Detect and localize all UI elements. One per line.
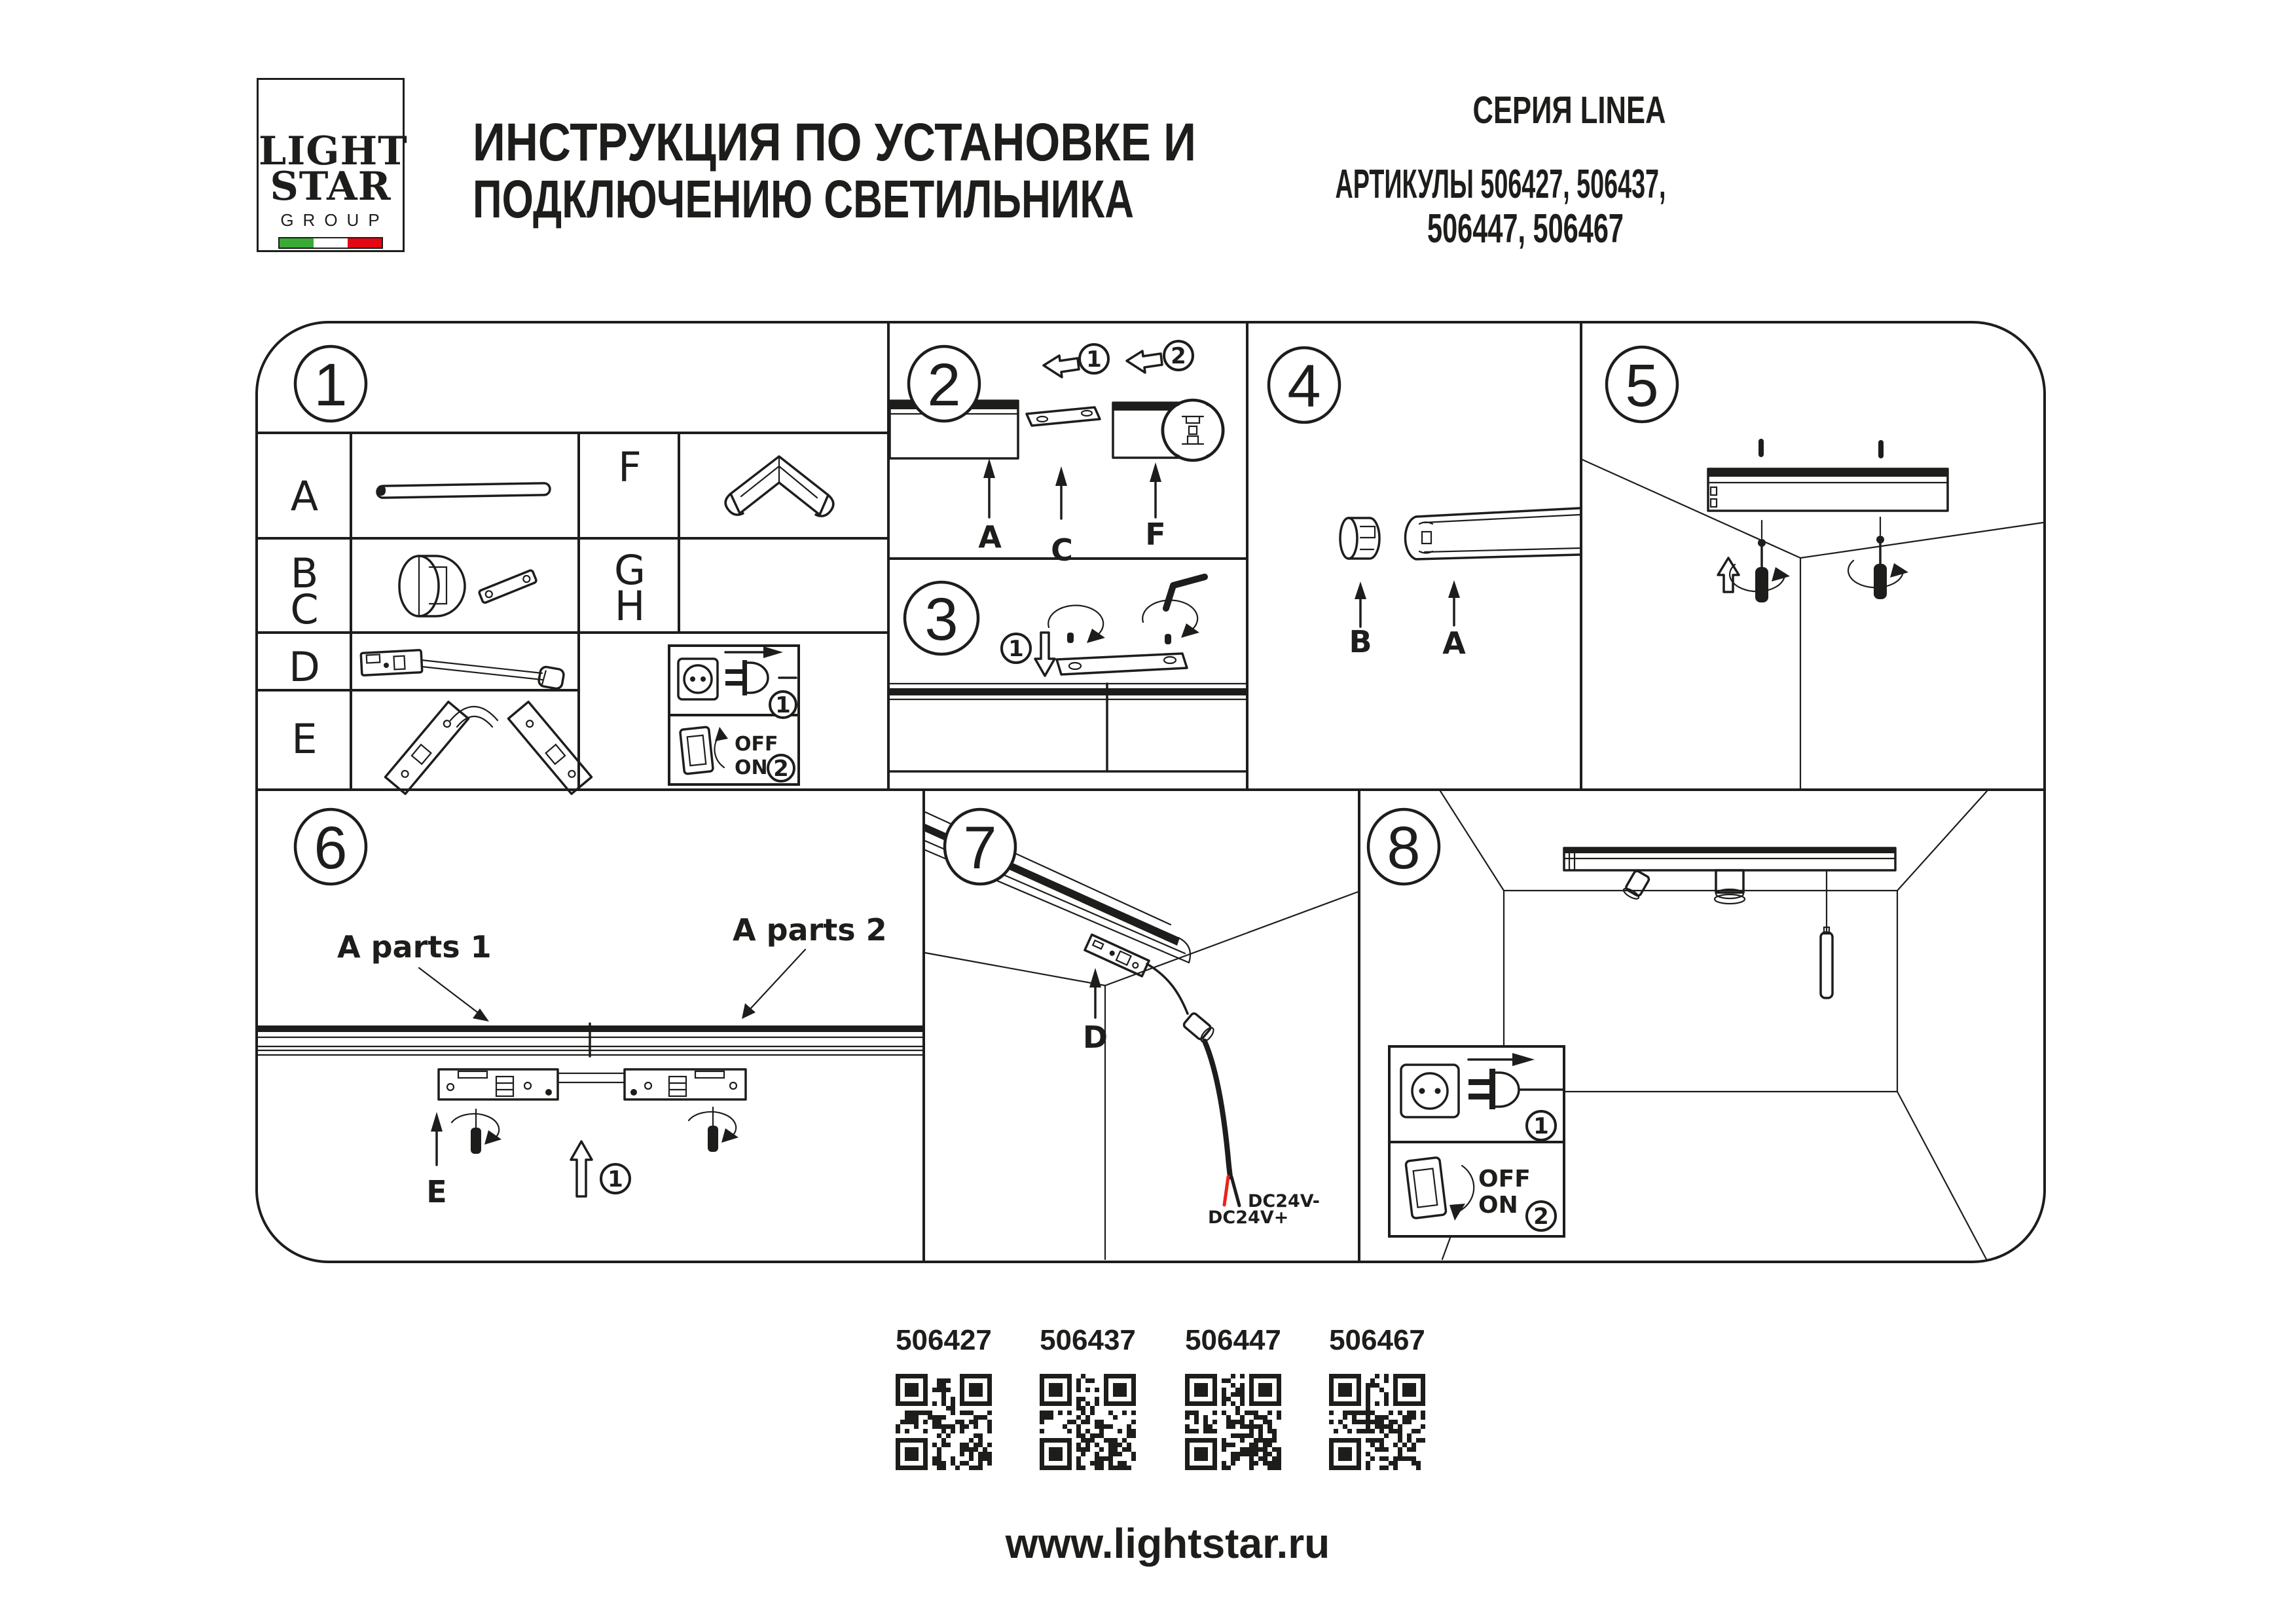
svg-text:8: 8 — [1387, 815, 1421, 881]
ceiling-corner-lines — [1582, 460, 2043, 788]
qr-block-506447 — [1185, 1324, 1281, 1470]
lift-arrow-icon — [1718, 558, 1739, 592]
svg-text:ON: ON — [1478, 1192, 1518, 1219]
cylinder-light-icon — [1715, 870, 1745, 904]
end-cap-b-drawing — [1340, 518, 1379, 559]
article-number: 506467 — [1329, 1324, 1425, 1356]
article-number: 506447 — [1185, 1324, 1281, 1356]
a-parts-1-label: A parts 1 — [337, 929, 492, 965]
diagram-grid — [257, 322, 2045, 1262]
part-e-corner-connector-drawing — [385, 702, 591, 794]
svg-text:7: 7 — [963, 815, 997, 881]
svg-text:ON: ON — [735, 756, 768, 779]
part-label-e: E — [291, 715, 318, 763]
logo-star: STAR — [270, 164, 392, 210]
qr-block-506467 — [1329, 1324, 1425, 1470]
push-down-arrow-icon — [1035, 633, 1055, 676]
part-label-c: C — [290, 585, 319, 633]
svg-text:5: 5 — [1625, 352, 1659, 419]
screwdriver-icon — [452, 1109, 501, 1154]
svg-text:A: A — [978, 519, 1002, 555]
profile-a-tube-drawing — [1405, 508, 1580, 559]
dc24v-minus-label: DC24V- — [1248, 1191, 1320, 1211]
svg-text:1: 1 — [1008, 636, 1024, 662]
svg-text:D: D — [1082, 1020, 1108, 1055]
profile-f-cross-section-drawing — [1113, 400, 1224, 460]
ceiling-track-drawing — [1564, 848, 1895, 870]
svg-text:ИНСТРУКЦИЯ ПО УСТАНОВКЕ И: ИНСТРУКЦИЯ ПО УСТАНОВКЕ И — [473, 113, 1196, 172]
part-label-a: A — [290, 472, 319, 520]
part-label-h: H — [614, 582, 646, 630]
svg-text:1: 1 — [1533, 1113, 1549, 1139]
svg-text:1: 1 — [608, 1166, 623, 1192]
series-articles — [1336, 89, 1666, 251]
a-parts-2-label: A parts 2 — [733, 912, 887, 948]
power-cable-drawing — [1147, 964, 1239, 1206]
panel-8-finished-install — [1389, 791, 1987, 1259]
panel-1-parts-list — [289, 443, 833, 794]
power-on-instructions-box — [669, 646, 799, 784]
svg-text:C: C — [1051, 532, 1073, 568]
svg-text:B: B — [1349, 624, 1372, 659]
logo-group: GROUP — [280, 210, 389, 230]
qr-block-506437 — [1040, 1324, 1136, 1470]
part-a-profile-drawing — [377, 483, 550, 498]
screwdriver-icon — [689, 1107, 738, 1152]
svg-text:СЕРИЯ LINEA: СЕРИЯ LINEA — [1472, 89, 1666, 132]
part-label-f: F — [618, 443, 642, 491]
svg-text:A: A — [1442, 625, 1466, 661]
part-bc-cap-strip-drawing — [399, 556, 537, 616]
dc24v-plus-label: DC24V+ — [1208, 1208, 1289, 1228]
logo-light: LIGHT — [259, 128, 408, 174]
qr-block-506427 — [896, 1324, 992, 1470]
screwdriver-icon — [1730, 521, 1790, 602]
svg-text:OFF: OFF — [735, 733, 778, 756]
article-number: 506437 — [1040, 1324, 1136, 1356]
page-title — [473, 113, 1196, 229]
wire-plus-red — [1224, 1177, 1228, 1205]
panel-5-ceiling-mount — [1582, 439, 2043, 788]
panel-6-connect-sections — [258, 912, 922, 1209]
step-number-circles — [295, 346, 1677, 884]
joined-profiles-drawing — [890, 684, 1246, 771]
website-link[interactable]: www.lightstar.ru — [1005, 1520, 1330, 1567]
callout-arrows — [983, 458, 1161, 519]
svg-text:OFF: OFF — [1478, 1166, 1531, 1192]
screw-pin-icon — [1758, 439, 1764, 457]
svg-text:ПОДКЛЮЧЕНИЮ СВЕТИЛЬНИКА: ПОДКЛЮЧЕНИЮ СВЕТИЛЬНИКА — [473, 170, 1134, 229]
svg-text:2: 2 — [1533, 1204, 1549, 1230]
spot-light-icon — [1622, 870, 1650, 901]
qr-code-icon — [896, 1374, 992, 1470]
svg-text:506447, 506467: 506447, 506467 — [1427, 206, 1624, 251]
svg-text:1: 1 — [775, 692, 791, 718]
part-f-corner-joint-drawing — [725, 456, 833, 516]
svg-text:2: 2 — [773, 756, 789, 782]
svg-text:4: 4 — [1287, 353, 1321, 420]
svg-text:F: F — [1145, 517, 1166, 552]
svg-text:2: 2 — [1171, 343, 1186, 369]
mounted-profile-drawing — [1708, 469, 1948, 511]
screwdriver-icon — [1848, 517, 1908, 599]
svg-text:1: 1 — [1086, 346, 1102, 373]
part-d-power-feed-drawing — [361, 650, 564, 690]
svg-text:6: 6 — [314, 815, 348, 881]
part-label-d: D — [289, 643, 320, 691]
qr-code-icon — [1185, 1374, 1281, 1470]
connector-plate-drawing — [1048, 600, 1199, 674]
qr-code-icon — [1329, 1374, 1425, 1470]
part-label-b: B — [290, 549, 319, 597]
screw-pin-icon — [1878, 440, 1884, 458]
svg-text:1: 1 — [314, 352, 348, 418]
svg-text:3: 3 — [924, 586, 958, 653]
connector-c-drawing — [1027, 407, 1100, 426]
power-on-instructions-box — [1389, 1046, 1564, 1236]
qr-code-icon — [1040, 1374, 1136, 1470]
panel-4-end-cap — [1340, 508, 1580, 661]
joined-rail-drawing — [258, 1024, 922, 1056]
article-number: 506427 — [896, 1324, 992, 1356]
svg-text:2: 2 — [927, 352, 961, 418]
lift-arrow-icon — [571, 1141, 592, 1196]
part-label-g: G — [613, 546, 646, 594]
svg-text:E: E — [426, 1174, 447, 1209]
wire-minus-black — [1231, 1177, 1239, 1206]
connector-e-drawing — [439, 1069, 746, 1099]
svg-text:АРТИКУЛЫ 506427, 506437,: АРТИКУЛЫ 506427, 506437, — [1335, 162, 1666, 207]
